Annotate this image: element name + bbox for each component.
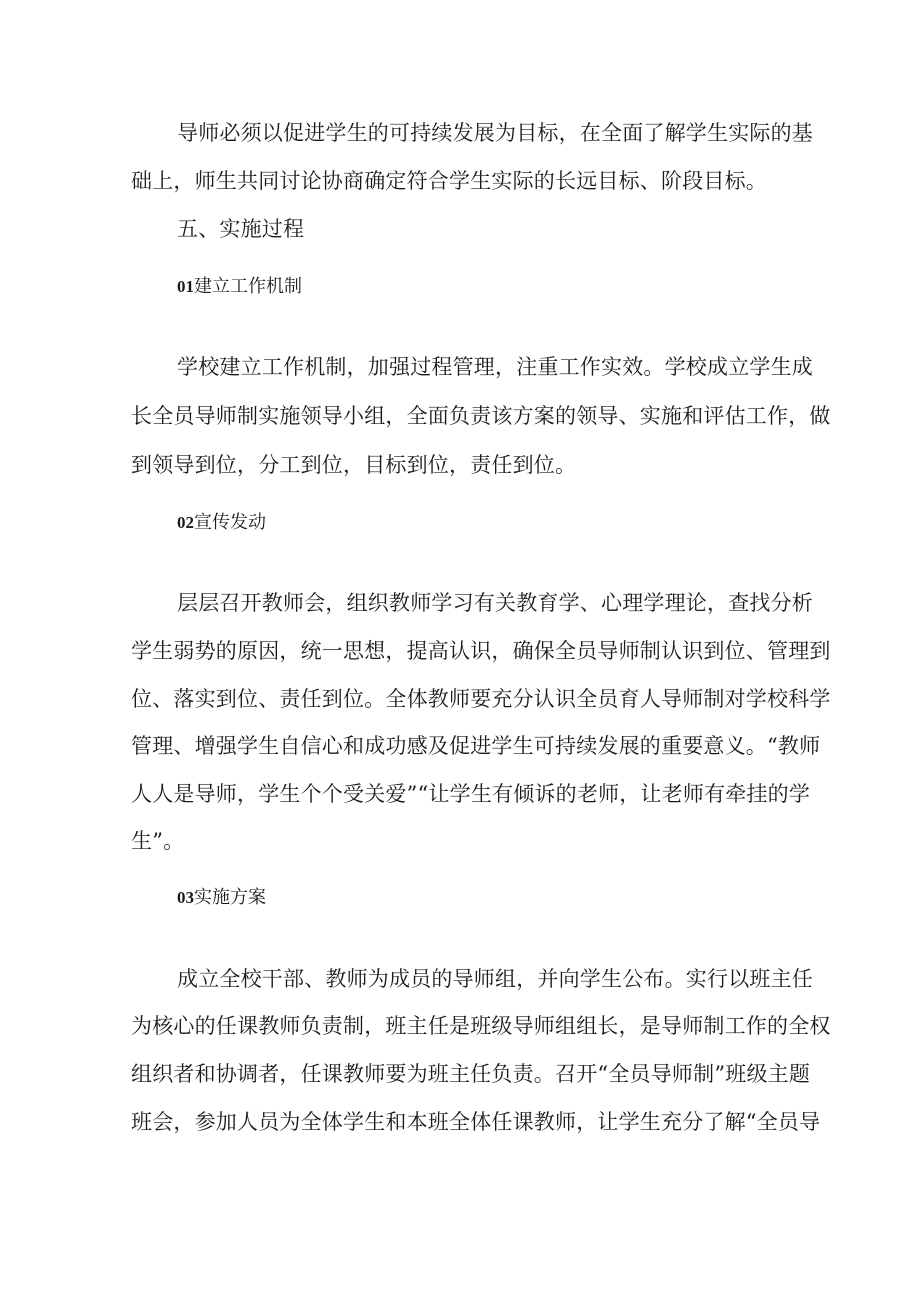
heading-title: 实施方案 [194, 887, 266, 908]
paragraph-line: 导师必须以促进学生的可持续发展为目标，在全面了解学生实际的基 [177, 121, 813, 145]
heading-title: 宣传发动 [194, 512, 266, 533]
section-title: 五、实施过程 [177, 217, 305, 241]
paragraph-line: 班会，参加人员为全体学生和本班全体任课教师，让学生充分了解“全员导 [131, 1110, 821, 1134]
paragraph-line: 为核心的任课教师负责制，班主任是班级导师组组长，是导师制工作的全权 [131, 1014, 831, 1038]
heading-number: 01 [177, 277, 194, 296]
paragraph-line: 学生弱势的原因，统一思想，提高认识，确保全员导师制认识到位、管理到 [131, 639, 831, 663]
heading-title: 建立工作机制 [194, 276, 302, 297]
subsection-heading-01 [177, 275, 302, 299]
paragraph-line: 层层召开教师会，组织教师学习有关教育学、心理学理论，查找分析 [177, 591, 813, 615]
paragraph-line: 组织者和协调者，任课教师要为班主任负责。召开“全员导师制”班级主题 [131, 1062, 811, 1086]
paragraph-line: 学校建立工作机制，加强过程管理，注重工作实效。学校成立学生成 [177, 355, 813, 379]
paragraph-line: 到领导到位，分工到位，目标到位，责任到位。 [131, 453, 577, 477]
paragraph-line: 成立全校干部、教师为成员的导师组，并向学生公布。实行以班主任 [177, 967, 813, 991]
subsection-heading-02 [177, 511, 266, 535]
paragraph-line: 位、落实到位、责任到位。全体教师要充分认识全员育人导师制对学校科学 [131, 687, 831, 711]
heading-number: 02 [177, 513, 194, 532]
paragraph-line: 长全员导师制实施领导小组，全面负责该方案的领导、实施和评估工作，做 [131, 404, 831, 428]
paragraph-line: 础上，师生共同讨论协商确定符合学生实际的长远目标、阶段目标。 [131, 169, 767, 193]
paragraph-line: 人人是导师，学生个个受关爱”“让学生有倾诉的老师，让老师有牵挂的学 [131, 782, 811, 806]
subsection-heading-03 [177, 886, 266, 910]
paragraph-line: 管理、增强学生自信心和成功感及促进学生可持续发展的重要意义。“教师 [131, 734, 821, 758]
paragraph-line: 生”。 [131, 829, 185, 853]
heading-number: 03 [177, 888, 194, 907]
